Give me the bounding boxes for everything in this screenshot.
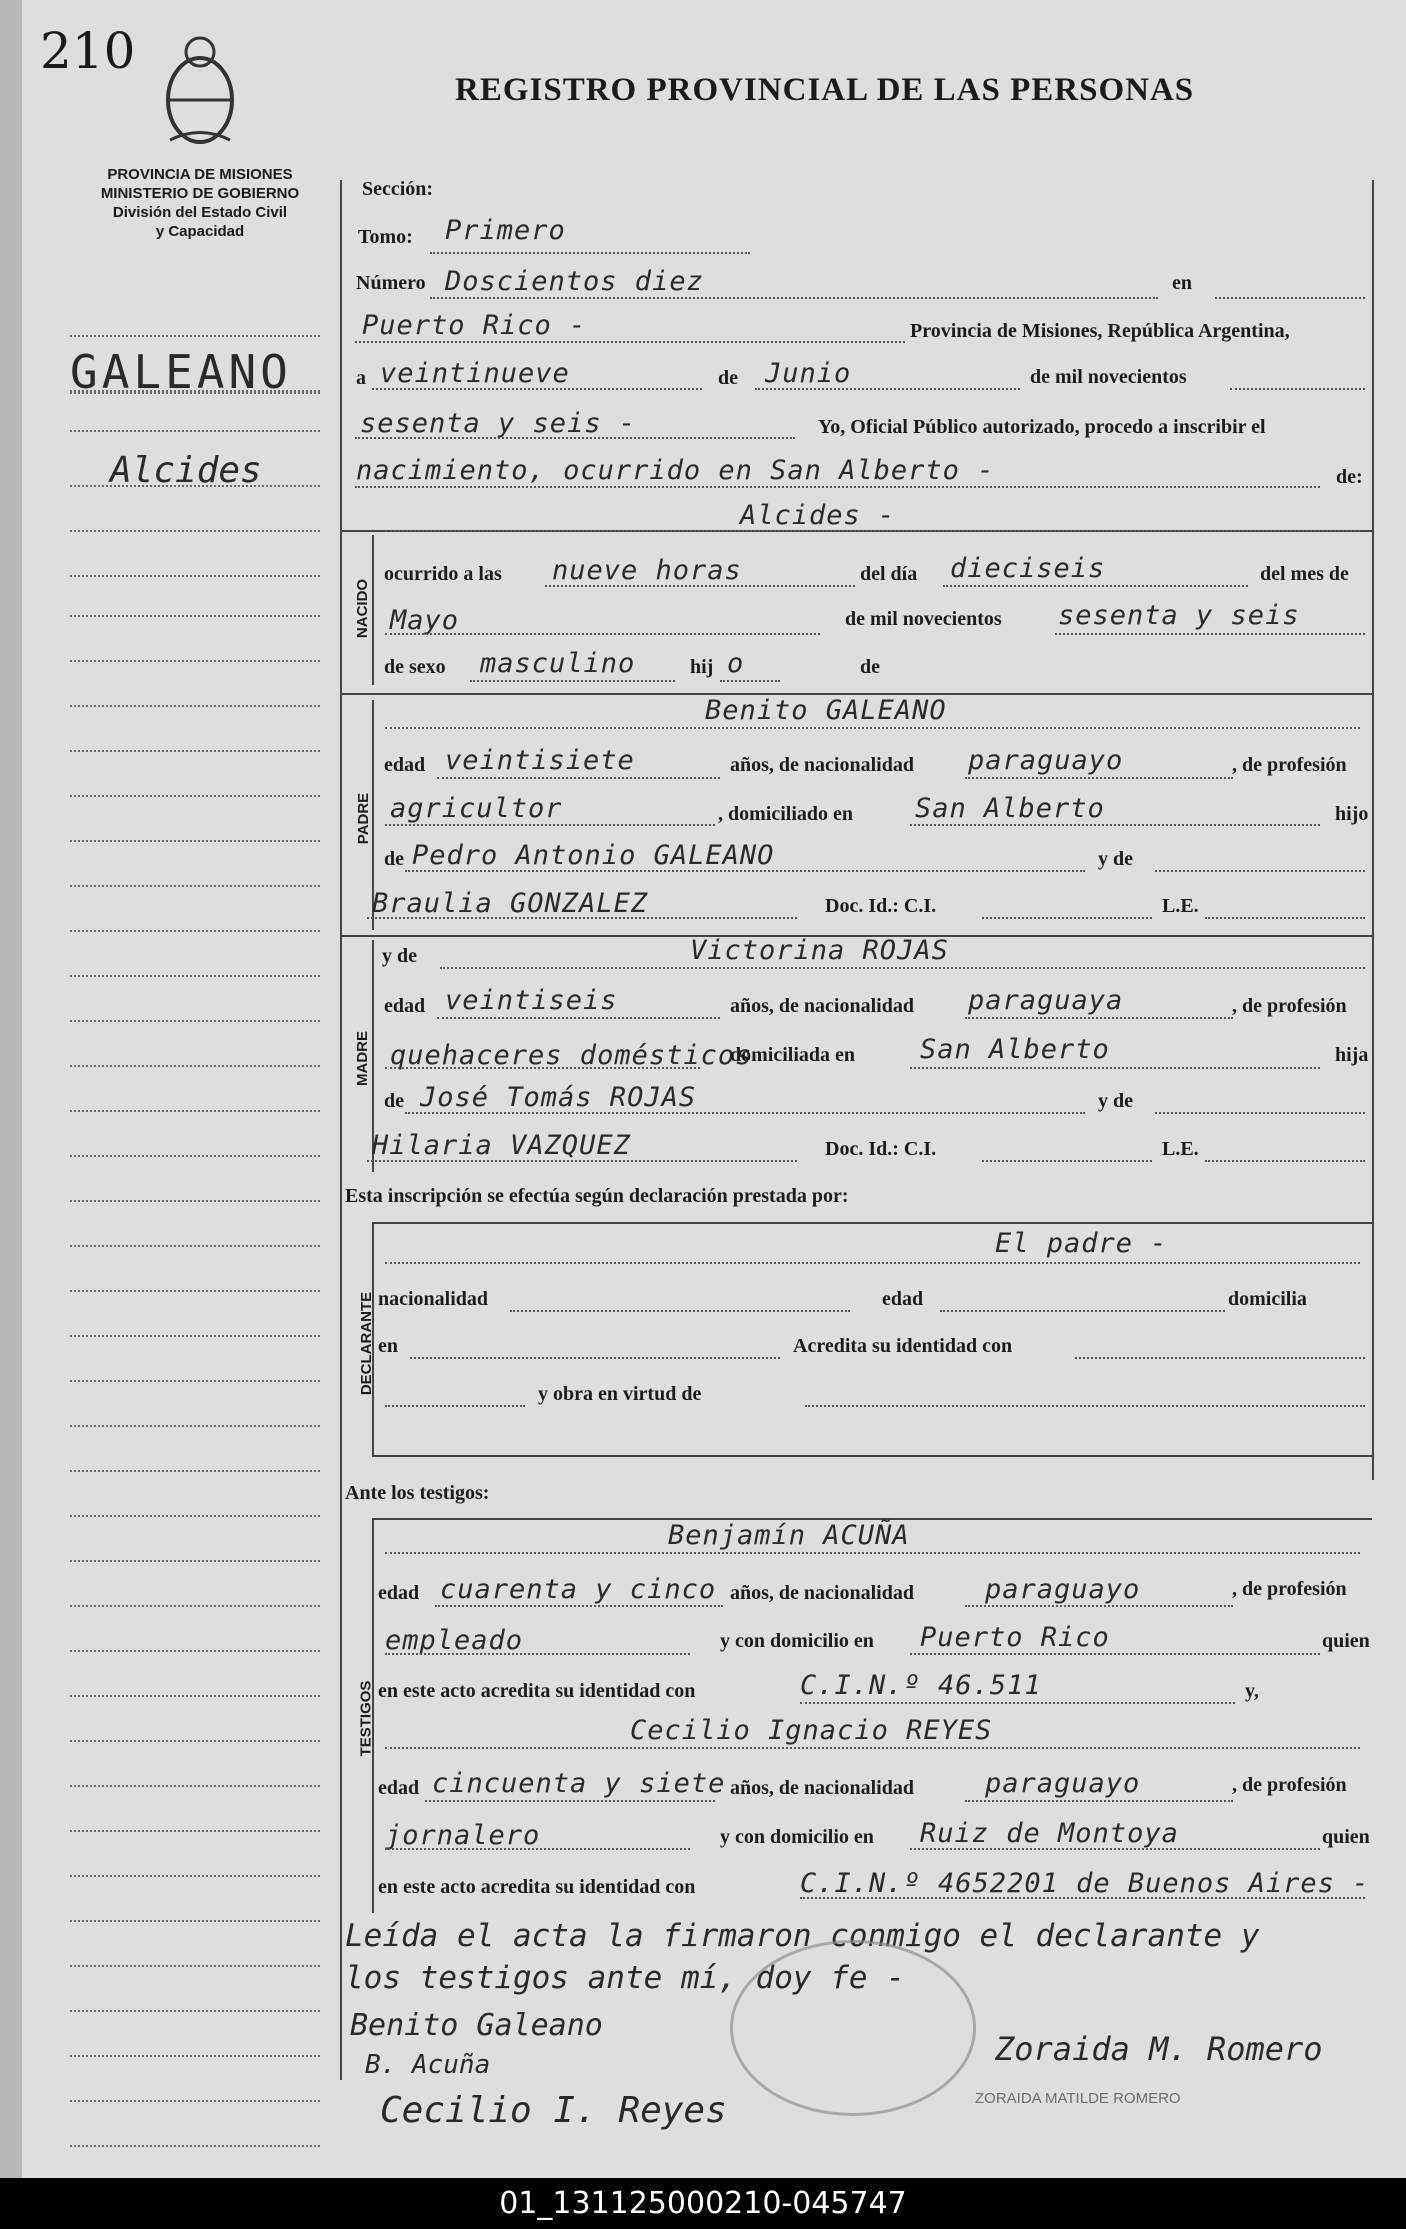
t2-prof-value: jornalero (385, 1820, 541, 1851)
madre-dom-value: San Alberto (920, 1034, 1110, 1065)
madre-nac-value: paraguaya (968, 985, 1124, 1016)
declarante-side-label: DECLARANTE (358, 1291, 376, 1396)
padre-y-de-label: y de (1098, 848, 1133, 870)
t1-dom-value: Puerto Rico (920, 1622, 1110, 1653)
anio-inscripcion-value: sesenta y seis - (360, 408, 637, 439)
madre-value: Victorina ROJAS (690, 935, 949, 966)
lugar-value: Puerto Rico - (362, 310, 587, 341)
signature-benito: Benito Galeano (350, 2008, 603, 2043)
padre-le-label: L.E. (1162, 895, 1199, 917)
nacido-side-label: NACIDO (354, 578, 372, 639)
declarante-edad-label: edad (882, 1288, 924, 1310)
stamp-text: ZORAIDA MATILDE ROMERO (975, 2090, 1181, 2107)
nombre-value: Alcides - (740, 500, 896, 531)
dia-nac-value: dieciseis (950, 553, 1106, 584)
domiciliada-label: domiciliada en (730, 1044, 856, 1066)
hija-label: hija (1335, 1044, 1369, 1066)
madre-side-label: MADRE (354, 1031, 371, 1086)
margin-surname: GALEANO (70, 345, 292, 399)
a-label: a (356, 367, 366, 389)
coat-of-arms-icon (150, 30, 250, 150)
page-number: 210 (40, 22, 136, 80)
en-label: en (1172, 272, 1192, 294)
t2-nac-label: años, de nacionalidad (730, 1777, 914, 1799)
ocurrido-label: ocurrido a las (384, 563, 502, 585)
domicilia-label: domicilia (1228, 1288, 1307, 1310)
dia-inscripcion-value: veintinueve (380, 358, 570, 389)
declarante-value: El padre - (995, 1228, 1168, 1259)
mes-inscripcion-value: Junio (765, 358, 852, 389)
sexo-value: masculino (480, 648, 636, 679)
t2-edad-label: edad (378, 1777, 420, 1799)
t2-edad-value: cincuenta y siete (432, 1768, 726, 1799)
madre-prof-value: quehaceres domésticos (390, 1040, 753, 1071)
division-label-2: y Capacidad (155, 223, 245, 240)
hijo-label: hijo (1335, 803, 1369, 825)
madre-doc-label: Doc. Id.: C.I. (825, 1138, 937, 1160)
t2-id-value: C.I.N.º 4652201 de Buenos Aires - (800, 1868, 1370, 1899)
de-mil-2-label: de mil novecientos (845, 608, 1002, 630)
hij-label: hij (690, 656, 714, 678)
esta-inscripcion-label: Esta inscripción se efectúa según declaración prestada por: (345, 1185, 849, 1207)
acto-value: nacimiento, ocurrido en San Alberto - (356, 455, 995, 486)
testigo2-value: Cecilio Ignacio REYES (630, 1715, 993, 1746)
signature-acuna: B. Acuña (365, 2050, 491, 2080)
testigo1-value: Benjamín ACUÑA (668, 1520, 910, 1551)
division-label: División del Estado Civil (112, 204, 288, 221)
padre-madre-value: Braulia GONZALEZ (372, 888, 649, 919)
provincia-label: Provincia de Misiones, República Argentina, (910, 320, 1290, 342)
province-label: PROVINCIA DE MISIONES (107, 166, 293, 183)
padre-side-label: PADRE (355, 792, 373, 845)
madre-edad-label: edad (384, 995, 426, 1017)
madre-madre-value: Hilaria VAZQUEZ (372, 1130, 631, 1161)
tomo-label: Tomo: (358, 226, 413, 248)
t2-prof-label: , de profesión (1232, 1774, 1347, 1796)
padre-prof-label: , de profesión (1232, 754, 1347, 776)
madre-y-de-label: y de (382, 945, 417, 967)
t1-acredita-label: en este acto acredita su identidad con (378, 1680, 696, 1702)
hij-de-label: de (860, 656, 880, 678)
declarante-en-label: en (378, 1335, 398, 1357)
obra-label: y obra en virtud de (538, 1383, 702, 1405)
madre-prof-label: , de profesión (1232, 995, 1347, 1017)
numero-value: Doscientos diez (445, 266, 704, 297)
page-title: REGISTRO PROVINCIAL DE LAS PERSONAS (455, 72, 1195, 108)
de-sexo-label: de sexo (384, 656, 446, 678)
de-mil-label: de mil novecientos (1030, 366, 1187, 388)
t1-nac-value: paraguayo (985, 1574, 1141, 1605)
padre-padre-value: Pedro Antonio GALEANO (412, 840, 775, 871)
t1-domicilio-label: y con domicilio en (720, 1630, 874, 1652)
madre-y-de2-label: y de (1098, 1090, 1133, 1112)
de-colon-label: de: (1336, 466, 1363, 488)
testigos-side-label: TESTIGOS (357, 1680, 375, 1757)
padre-prof-value: agricultor (390, 793, 563, 824)
t2-domicilio-label: y con domicilio en (720, 1826, 874, 1848)
de-label: de (718, 367, 738, 389)
padre-dom-value: San Alberto (915, 793, 1105, 824)
yo-label: Yo, Oficial Público autorizado, procedo a inscribir el (818, 416, 1266, 438)
signature-oficial: Zoraida M. Romero (995, 2030, 1323, 2068)
t1-prof-label: , de profesión (1232, 1578, 1347, 1600)
t2-acredita-label: en este acto acredita su identidad con (378, 1876, 696, 1898)
page-edge (0, 0, 22, 2178)
seccion-label: Sección: (362, 178, 434, 200)
madre-le-label: L.E. (1162, 1138, 1199, 1160)
t2-dom-value: Ruiz de Montoya (920, 1818, 1179, 1849)
province-header (70, 165, 330, 241)
footer-id: 01_131125000210-045747 (0, 2178, 1406, 2229)
padre-de-label: de (384, 848, 404, 870)
padre-edad-value: veintisiete (445, 745, 635, 776)
padre-nac-value: paraguayo (968, 745, 1124, 776)
tomo-value: Primero (445, 215, 566, 246)
official-seal (730, 1940, 976, 2116)
madre-nac-label: años, de nacionalidad (730, 995, 914, 1017)
anio-nac-value: sesenta y seis (1058, 600, 1300, 631)
padre-nac-label: años, de nacionalidad (730, 754, 914, 776)
closing-line-2: los testigos ante mí, doy fe - (345, 1960, 905, 1996)
hij-suffix-value: o (727, 648, 745, 679)
madre-de-label: de (384, 1090, 404, 1112)
domiciliado-label: , domiciliado en (718, 803, 854, 825)
closing-line-1: Leída el acta la firmaron conmigo el declarante y (345, 1918, 1260, 1954)
t1-nac-label: años, de nacionalidad (730, 1582, 914, 1604)
t1-prof-value: empleado (385, 1625, 524, 1656)
t2-nac-value: paraguayo (985, 1768, 1141, 1799)
t2-quien-label: quien (1322, 1826, 1370, 1848)
del-dia-label: del día (860, 563, 918, 585)
madre-padre-value: José Tomás ROJAS (420, 1082, 697, 1113)
nacionalidad-label: nacionalidad (378, 1288, 489, 1310)
padre-edad-label: edad (384, 754, 426, 776)
padre-value: Benito GALEANO (705, 695, 947, 726)
ministry-label: MINISTERIO DE GOBIERNO (100, 185, 300, 202)
t1-edad-value: cuarenta y cinco (440, 1574, 717, 1605)
mes-nac-value: Mayo (390, 605, 460, 636)
t1-quien-label: quien (1322, 1630, 1370, 1652)
t1-y-label: y, (1245, 1680, 1259, 1702)
margin-given-name: Alcides (110, 450, 262, 491)
acredita-label: Acredita su identidad con (793, 1335, 1013, 1357)
hora-value: nueve horas (552, 555, 742, 586)
madre-edad-value: veintiseis (445, 985, 618, 1016)
signature-cecilio: Cecilio I. Reyes (380, 2090, 727, 2131)
ante-label: Ante los testigos: (345, 1482, 490, 1504)
t1-edad-label: edad (378, 1582, 420, 1604)
del-mes-label: del mes de (1260, 563, 1349, 585)
padre-doc-label: Doc. Id.: C.I. (825, 895, 937, 917)
numero-label: Número (356, 272, 426, 294)
t1-id-value: C.I.N.º 46.511 (800, 1670, 1042, 1701)
